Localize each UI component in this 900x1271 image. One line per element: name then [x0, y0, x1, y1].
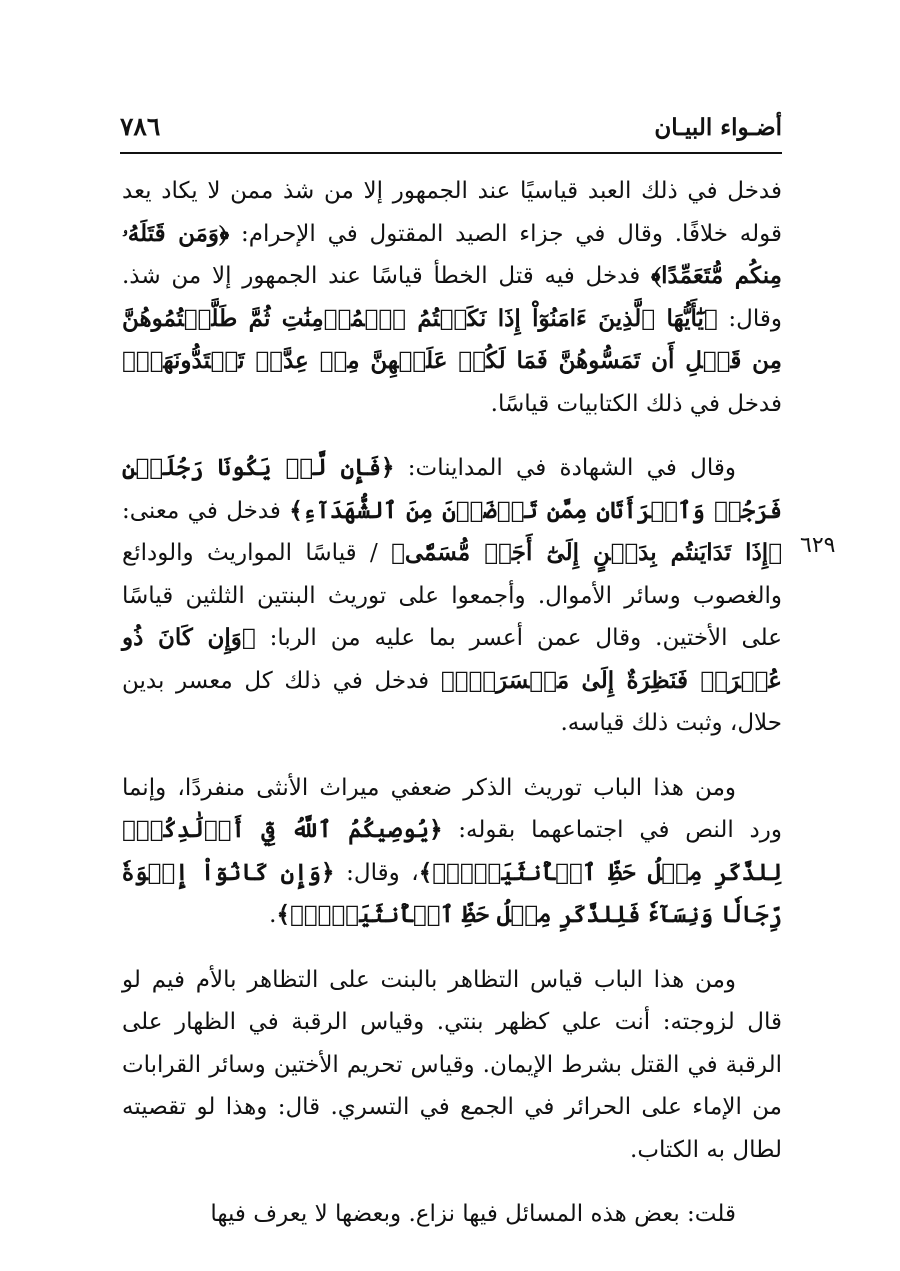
page-number: ٧٨٦ [120, 112, 161, 141]
margin-page-reference: ٦٢٩ [800, 533, 836, 558]
quran-verse: ﴿يُوصِيكُمُ ٱللَّهُ فِيٓ أَوۡلَٰدِكُمۡۖ لِلذَّكَرِ مِثۡلُ حَظِّ ٱلۡأُنثَيَيۡنِۚ﴾ [122, 816, 783, 886]
quran-verse: ﴿وَإِن كَانَ ذُو عُسۡرَةٖ فَنَظِرَةٌ إِلَىٰ مَيۡسَرَةٖۚ﴾ [122, 624, 782, 694]
paragraph-3 [122, 767, 782, 937]
running-title: أضـواء البيـان [654, 114, 782, 141]
text-span: . [269, 902, 277, 928]
text-span: فدخل في ذلك العبد قياسيًا عند الجمهور إلا من شذ ممن لا يكاد يعد قوله خلافًا. وقال في جزاء الصيد المقتول في الإحرام: [122, 178, 782, 247]
text-span: / قياسًا المواريث والودائع والغصوب وسائر الأموال. وأجمعوا على توريث البنتين الثلثين قياسًا على الأختين. وقال عمن أعسر بما عليه من الربا: [122, 540, 782, 651]
paragraph-5 [122, 1193, 782, 1236]
quran-verse: ﴿وَمَن قَتَلَهُۥ مِنكُم مُّتَعَمِّدًا﴾ [122, 219, 782, 289]
quran-verse: ﴿يَٰٓأَيُّهَا ٱلَّذِينَ ءَامَنُوٓاْ إِذَا نَكَحۡتُمُ ٱلۡمُؤۡمِنَٰتِ ثُمَّ طَلَّقۡتُمُوهُنَّ مِن قَبۡلِ أَن تَمَسُّوهُنَّ فَمَا لَكُمۡ عَلَيۡهِنَّ مِنۡ عِدَّةٖ تَعۡتَدُّونَهَاۖ﴾ [122, 304, 782, 374]
text-span: فدخل في ذلك كل معسر بدين حلال، وثبت ذلك قياسه. [122, 667, 782, 736]
page-header [120, 112, 782, 154]
text-span: فدخل في معنى: [122, 497, 290, 524]
text-span: ومن هذا الباب توريث الذكر ضعفي ميراث الأنثى منفردًا، وإنما ورد النص في اجتماعهما بقوله: [122, 774, 782, 843]
page-body [122, 170, 782, 1236]
quran-verse: ﴿إِذَا تَدَايَنتُم بِدَيۡنٍ إِلَىٰٓ أَجَلٖ مُّسَمّٗى﴾ [391, 539, 783, 566]
quran-verse: ﴿وَإِن كَانُوٓاْ إِخۡوَةٗ رِّجَالٗا وَنِسَآءٗ فَلِلذَّكَرِ مِثۡلُ حَظِّ ٱلۡأُنثَيَيۡنِۗ﴾ [122, 858, 782, 928]
paragraph-2 [122, 447, 782, 745]
text-span: فدخل في ذلك الكتابيات قياسًا. [490, 390, 782, 417]
text-span: ومن هذا الباب قياس التظاهر بالبنت على التظاهر بالأم فيم لو قال لزوجته: أنت علي كظهر بنتي. وقياس الرقبة في الظهار على الرقبة في القتل بشرط الإيمان. وقياس تحريم الأختين وسائر القرابات من الإماء على الحرائر في الجمع في التسري. قال: وهذا لو تقصيته لطال به الكتاب. [122, 966, 782, 1163]
text-span: وقال في الشهادة في المداينات: [394, 455, 736, 481]
text-span: فدخل فيه قتل الخطأ قياسًا عند الجمهور إلا من شذ. وقال: [122, 263, 782, 332]
text-span: ، وقال: [334, 859, 419, 886]
quran-verse: ﴿فَإِن لَّمۡ يَكُونَا رَجُلَيۡنِ فَرَجُلٞ وَٱمۡرَأَتَانِ مِمَّن تَرۡضَوۡنَ مِنَ ٱلشُّهَدَآءِ﴾ [122, 454, 783, 524]
paragraph-1 [122, 170, 782, 425]
paragraph-4 [122, 959, 782, 1172]
text-span: قلت: بعض هذه المسائل فيها نزاع. وبعضها لا يعرف فيها [210, 1201, 736, 1227]
